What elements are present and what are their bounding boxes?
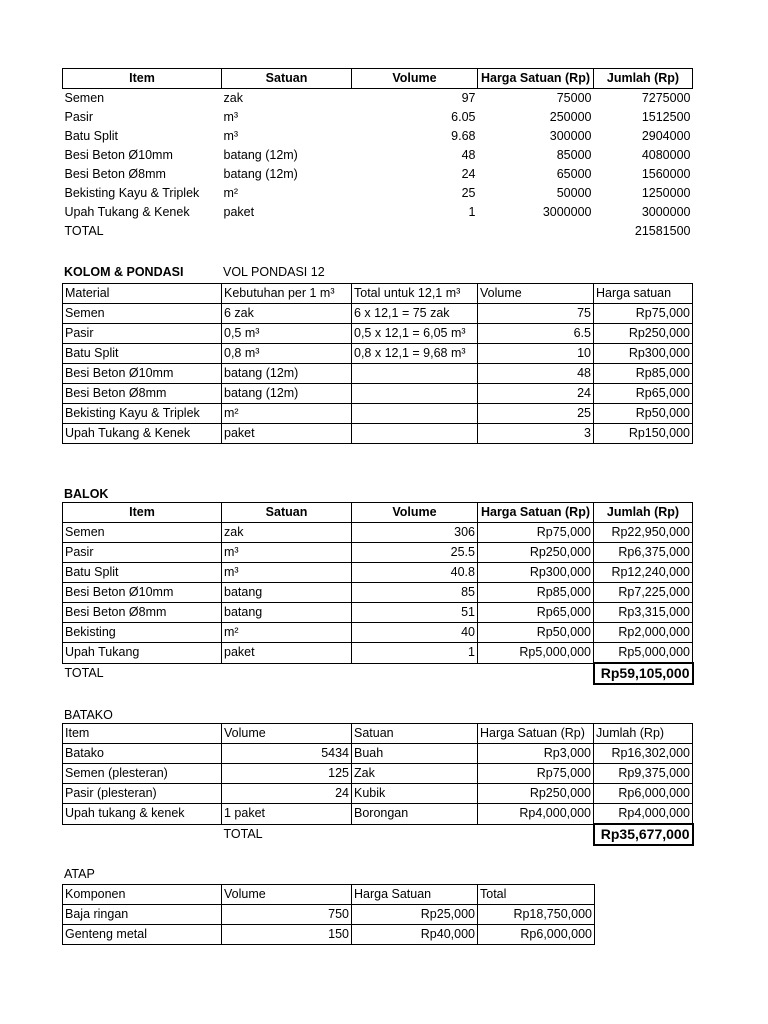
table-row xyxy=(63,203,693,222)
cell: 25 xyxy=(478,404,594,424)
cell: Upah tukang & kenek xyxy=(63,804,222,825)
cell xyxy=(352,364,478,384)
total-label: TOTAL xyxy=(223,827,263,842)
col-header: Komponen xyxy=(63,885,222,905)
cell: 24 xyxy=(478,384,594,404)
cell: 6.05 xyxy=(451,110,476,124)
table-row xyxy=(63,146,693,165)
cell: zak xyxy=(222,523,352,543)
table-row xyxy=(63,804,693,825)
col-header: Satuan xyxy=(352,724,478,744)
atap-table xyxy=(62,884,595,945)
col-header: Harga Satuan (Rp) xyxy=(478,724,594,744)
table-row xyxy=(63,324,693,344)
table-row xyxy=(63,364,693,384)
cell: 1 xyxy=(352,643,478,664)
cell: 10 xyxy=(478,344,594,364)
table-row xyxy=(63,583,693,603)
cell: Rp85,000 xyxy=(478,583,594,603)
cell: paket xyxy=(222,424,352,444)
cell: 24 xyxy=(222,784,352,804)
table-row xyxy=(63,89,693,109)
balok-table xyxy=(62,502,694,685)
cell: batang (12m) xyxy=(222,364,352,384)
cell: Rp250,000 xyxy=(478,784,594,804)
cell: 3000000 xyxy=(542,205,592,219)
table-row xyxy=(63,563,693,583)
section-title-atap: ATAP xyxy=(64,867,95,881)
col-header: Item xyxy=(63,724,222,744)
cell: Rp50,000 xyxy=(594,404,693,424)
cell: 25.5 xyxy=(352,543,478,563)
cell: Bekisting Kayu & Triplek xyxy=(64,186,200,200)
cell: 6 zak xyxy=(222,304,352,324)
total-label: TOTAL xyxy=(64,666,104,681)
cell: 75000 xyxy=(556,91,592,105)
cell: Rp150,000 xyxy=(594,424,693,444)
total-row xyxy=(63,824,693,845)
table-row xyxy=(63,344,693,364)
cell: Rp3,000 xyxy=(478,744,594,764)
cell: Pasir xyxy=(64,110,93,124)
col-header: Volume xyxy=(352,69,478,89)
cell: batang (12m) xyxy=(222,384,352,404)
cell: Rp6,000,000 xyxy=(594,784,693,804)
table-row xyxy=(63,424,693,444)
col-header: Total xyxy=(478,885,595,905)
cell: m² xyxy=(222,404,352,424)
cell: 150 xyxy=(222,925,352,945)
cell: Rp65,000 xyxy=(594,384,693,404)
table-row xyxy=(63,643,693,664)
cell: Semen xyxy=(63,304,222,324)
cell: 2904000 xyxy=(641,129,691,143)
cell: Rp65,000 xyxy=(478,603,594,623)
cell: paket xyxy=(222,643,352,664)
cell: Besi Beton Ø8mm xyxy=(64,167,166,181)
cell: 1 xyxy=(468,205,476,219)
table-row xyxy=(63,905,595,925)
cell: Rp250,000 xyxy=(594,324,693,344)
cell xyxy=(352,424,478,444)
cell: 48 xyxy=(461,148,476,162)
total-value: Rp35,677,000 xyxy=(594,824,693,845)
cell: 250000 xyxy=(549,110,592,124)
header-row xyxy=(63,284,693,304)
col-header: Jumlah (Rp) xyxy=(594,503,693,523)
cell: m² xyxy=(222,623,352,643)
table-row xyxy=(63,184,693,203)
col-header: Harga Satuan xyxy=(352,885,478,905)
total-value: Rp59,105,000 xyxy=(594,663,693,684)
cell: Rp50,000 xyxy=(478,623,594,643)
cell: 1512500 xyxy=(641,110,691,124)
cell: m² xyxy=(223,186,239,200)
cell: Rp5,000,000 xyxy=(478,643,594,664)
col-header: Harga satuan xyxy=(594,284,693,304)
cell: Batu Split xyxy=(64,129,119,143)
cell: 40 xyxy=(352,623,478,643)
cell: Besi Beton Ø8mm xyxy=(63,603,222,623)
section-title-balok: BALOK xyxy=(64,487,109,501)
table-row xyxy=(63,925,595,945)
cell: Batako xyxy=(63,744,222,764)
table-row xyxy=(63,543,693,563)
cell: Zak xyxy=(352,764,478,784)
cell: Borongan xyxy=(352,804,478,825)
cell: 3 xyxy=(478,424,594,444)
col-header: Volume xyxy=(352,503,478,523)
cell: 0,8 m³ xyxy=(222,344,352,364)
cell: Rp3,315,000 xyxy=(594,603,693,623)
table-row xyxy=(63,603,693,623)
cell: Rp4,000,000 xyxy=(594,804,693,825)
kolom-pondasi-table xyxy=(62,283,693,444)
table-row xyxy=(63,744,693,764)
cell: Buah xyxy=(352,744,478,764)
col-header: Item xyxy=(63,69,222,89)
cell: 65000 xyxy=(556,167,592,181)
cell: Rp40,000 xyxy=(352,925,478,945)
cell: batang (12m) xyxy=(223,167,298,181)
header-row xyxy=(63,503,693,523)
cell: Rp12,240,000 xyxy=(594,563,693,583)
table-row xyxy=(63,784,693,804)
cell: 0,5 x 12,1 = 6,05 m³ xyxy=(352,324,478,344)
col-header: Jumlah (Rp) xyxy=(594,69,693,89)
cell: 97 xyxy=(461,91,476,105)
cell: 40.8 xyxy=(352,563,478,583)
cell: Semen xyxy=(63,523,222,543)
batako-table xyxy=(62,723,694,846)
table-row xyxy=(63,523,693,543)
cell xyxy=(352,384,478,404)
col-header: Satuan xyxy=(222,69,352,89)
cell: Kubik xyxy=(352,784,478,804)
section-title-batako: BATAKO xyxy=(64,708,113,722)
cell: Pasir xyxy=(63,543,222,563)
cell: Besi Beton Ø10mm xyxy=(64,148,173,162)
cell: 9.68 xyxy=(451,129,476,143)
table-row xyxy=(63,127,693,146)
cell: Rp75,000 xyxy=(594,304,693,324)
header-row xyxy=(63,885,595,905)
cell: Rp300,000 xyxy=(478,563,594,583)
cell: Rp16,302,000 xyxy=(594,744,693,764)
cell: m³ xyxy=(223,129,239,143)
cell: Semen xyxy=(64,91,105,105)
table-row xyxy=(63,384,693,404)
cell: 4080000 xyxy=(641,148,691,162)
table-row xyxy=(63,304,693,324)
cell: 24 xyxy=(461,167,476,181)
header-row xyxy=(63,69,693,89)
cell: Upah Tukang xyxy=(63,643,222,664)
cell: Rp250,000 xyxy=(478,543,594,563)
cell: 125 xyxy=(222,764,352,784)
col-header: Material xyxy=(63,284,222,304)
section-subtitle-vol: VOL PONDASI 12 xyxy=(223,265,325,279)
cell: Rp85,000 xyxy=(594,364,693,384)
cell: Upah Tukang & Kenek xyxy=(64,205,190,219)
col-header: Jumlah (Rp) xyxy=(594,724,693,744)
cell: Pasir (plesteran) xyxy=(63,784,222,804)
total-row xyxy=(63,222,693,241)
table-row xyxy=(63,764,693,784)
cell: 85000 xyxy=(556,148,592,162)
cell: batang xyxy=(222,583,352,603)
col-header: Harga Satuan (Rp) xyxy=(478,69,594,89)
col-header: Volume xyxy=(478,284,594,304)
cell: batang (12m) xyxy=(223,148,298,162)
col-header: Harga Satuan (Rp) xyxy=(478,503,594,523)
cell: paket xyxy=(223,205,255,219)
table-row xyxy=(63,623,693,643)
cell: m³ xyxy=(222,543,352,563)
total-value: 21581500 xyxy=(634,224,691,238)
col-header: Kebutuhan per 1 m³ xyxy=(222,284,352,304)
cell: 50000 xyxy=(556,186,592,200)
cell: 750 xyxy=(222,905,352,925)
cell: Rp300,000 xyxy=(594,344,693,364)
cell: Rp4,000,000 xyxy=(478,804,594,825)
cell xyxy=(352,404,478,424)
cell: 6.5 xyxy=(478,324,594,344)
cell: Batu Split xyxy=(63,344,222,364)
cell: Rp5,000,000 xyxy=(594,643,693,664)
table-row xyxy=(63,404,693,424)
cell: zak xyxy=(223,91,243,105)
cell: Genteng metal xyxy=(63,925,222,945)
cell: Rp6,375,000 xyxy=(594,543,693,563)
cell: 1 paket xyxy=(222,804,352,825)
cell: 1560000 xyxy=(641,167,691,181)
cell: Semen (plesteran) xyxy=(63,764,222,784)
cell: 48 xyxy=(478,364,594,384)
cell: 51 xyxy=(352,603,478,623)
col-header: Volume xyxy=(222,724,352,744)
col-header: Total untuk 12,1 m³ xyxy=(352,284,478,304)
cell: Rp22,950,000 xyxy=(594,523,693,543)
table-row xyxy=(63,165,693,184)
cell: m³ xyxy=(222,563,352,583)
cell: 7275000 xyxy=(641,91,691,105)
cell: Rp7,225,000 xyxy=(594,583,693,603)
cell: batang xyxy=(222,603,352,623)
rab-summary-table xyxy=(62,68,693,241)
cell: Rp75,000 xyxy=(478,764,594,784)
cell: 75 xyxy=(478,304,594,324)
cell: Upah Tukang & Kenek xyxy=(63,424,222,444)
total-row xyxy=(63,663,693,684)
cell: m³ xyxy=(223,110,239,124)
cell: Besi Beton Ø10mm xyxy=(63,583,222,603)
cell: Rp9,375,000 xyxy=(594,764,693,784)
cell: Rp75,000 xyxy=(478,523,594,543)
total-label: TOTAL xyxy=(64,224,104,238)
col-header: Volume xyxy=(222,885,352,905)
cell: 300000 xyxy=(549,129,592,143)
cell: Pasir xyxy=(63,324,222,344)
cell: 25 xyxy=(461,186,476,200)
col-header: Item xyxy=(63,503,222,523)
col-header: Satuan xyxy=(222,503,352,523)
cell: Batu Split xyxy=(63,563,222,583)
cell: Rp25,000 xyxy=(352,905,478,925)
cell: Baja ringan xyxy=(63,905,222,925)
cell: 5434 xyxy=(222,744,352,764)
cell: 1250000 xyxy=(641,186,691,200)
cell: 3000000 xyxy=(641,205,691,219)
cell: 0,8 x 12,1 = 9,68 m³ xyxy=(352,344,478,364)
cell: Bekisting Kayu & Triplek xyxy=(63,404,222,424)
cell: Rp18,750,000 xyxy=(478,905,595,925)
header-row xyxy=(63,724,693,744)
cell: Bekisting xyxy=(63,623,222,643)
cell: 306 xyxy=(352,523,478,543)
cell: 0,5 m³ xyxy=(222,324,352,344)
cell: 85 xyxy=(352,583,478,603)
cell: Besi Beton Ø8mm xyxy=(63,384,222,404)
cell: Rp6,000,000 xyxy=(478,925,595,945)
table-row xyxy=(63,108,693,127)
cell: Besi Beton Ø10mm xyxy=(63,364,222,384)
cell: 6 x 12,1 = 75 zak xyxy=(352,304,478,324)
cell: Rp2,000,000 xyxy=(594,623,693,643)
section-title-kolom: KOLOM & PONDASI xyxy=(64,265,184,279)
